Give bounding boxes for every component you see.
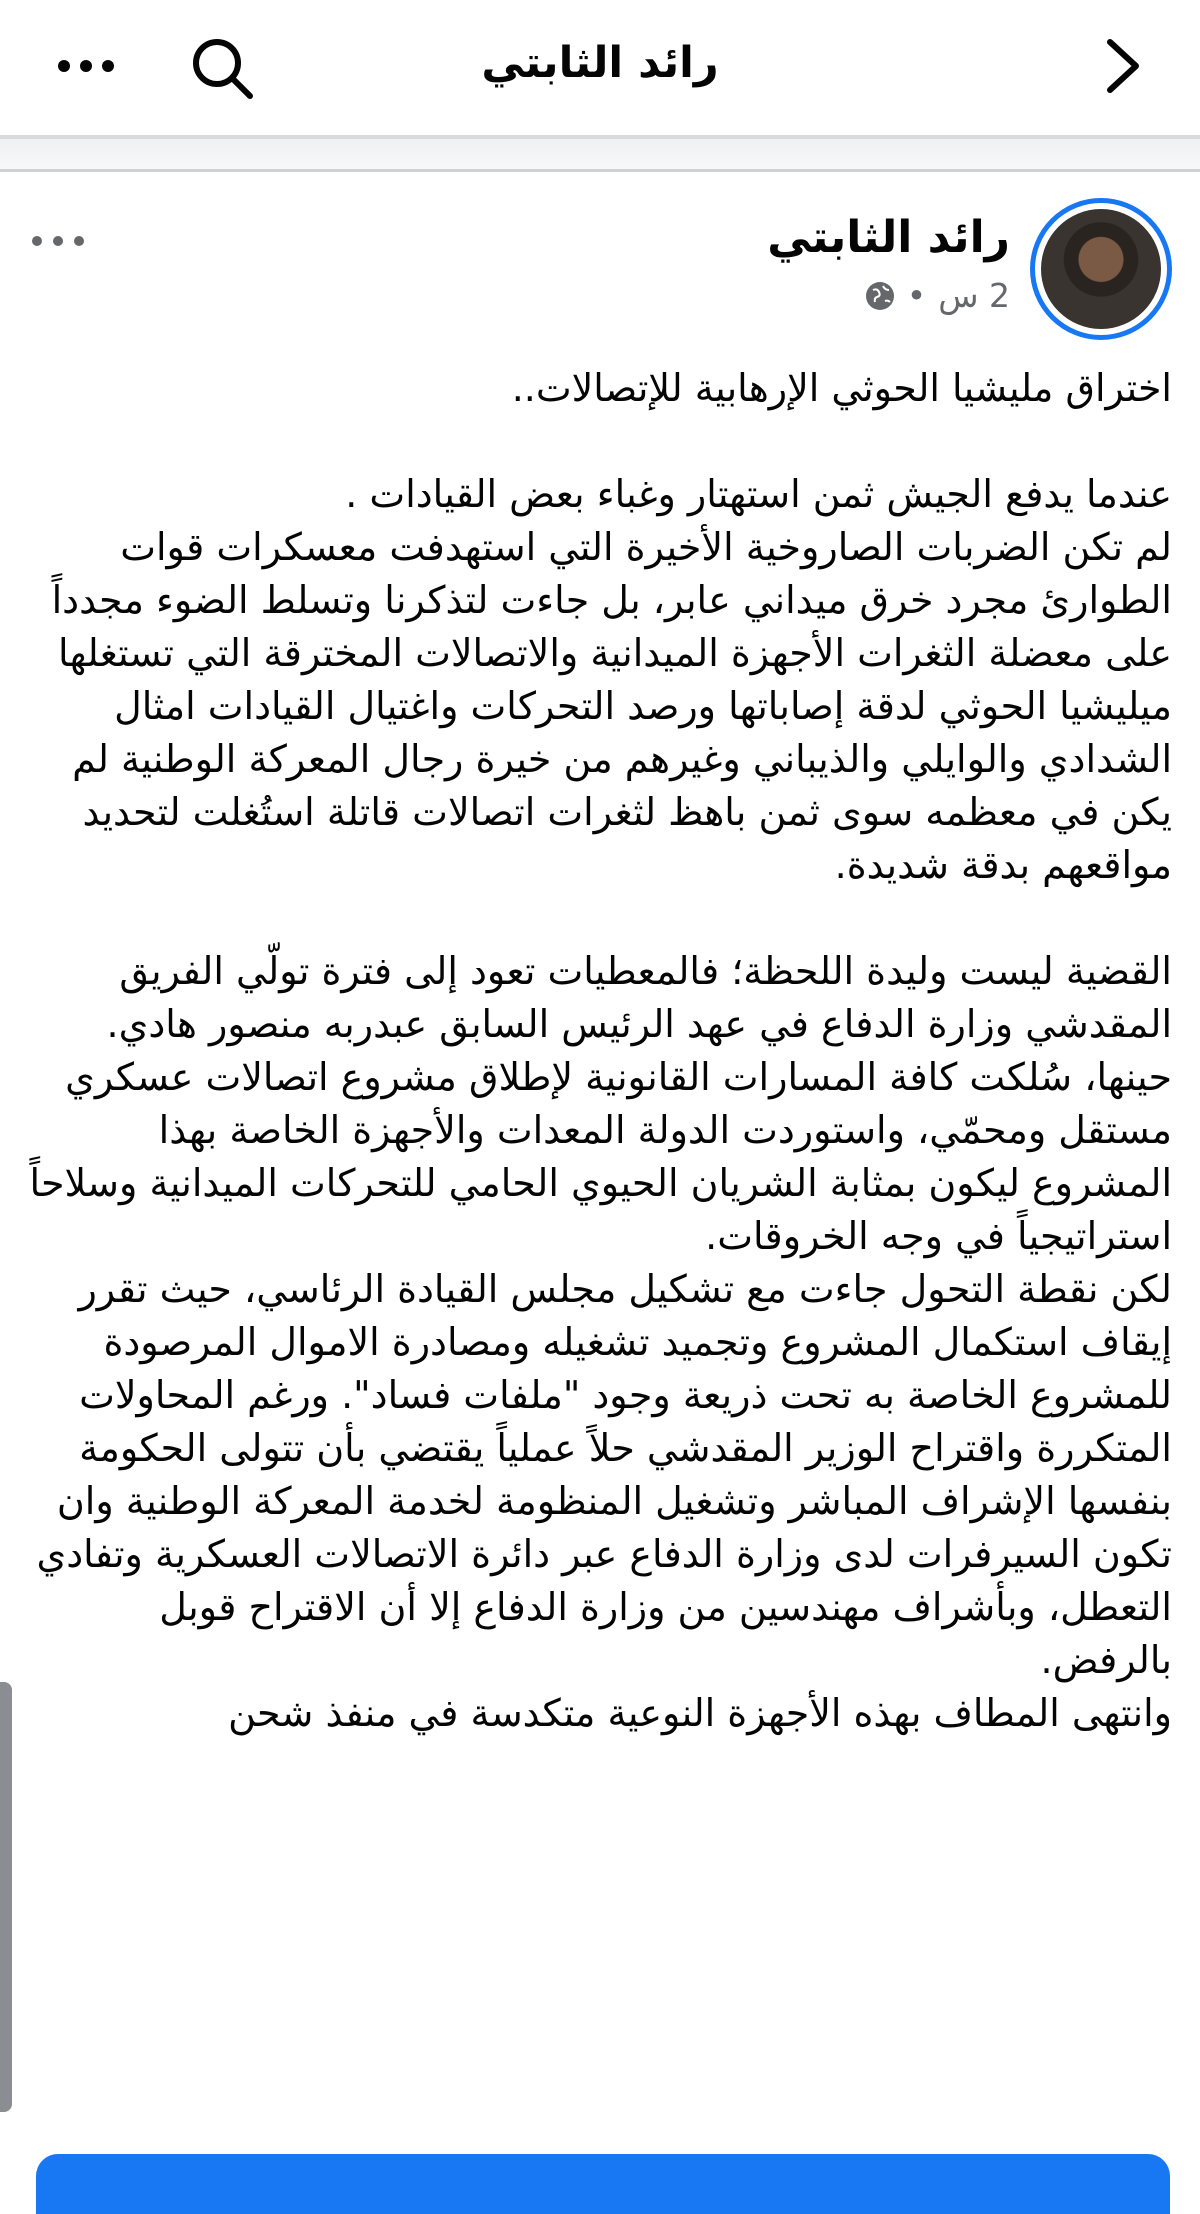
scrollbar-handle[interactable] — [0, 1682, 12, 2112]
post-meta — [865, 276, 1010, 315]
page-title: رائد الثابتي — [481, 38, 719, 88]
post-time[interactable]: 2 س — [938, 276, 1010, 315]
avatar[interactable] — [1030, 198, 1172, 340]
globe-icon — [865, 281, 895, 311]
header-divider — [0, 139, 1200, 172]
post-paragraph: وانتهى المطاف بهذه الأجهزة النوعية متكدسة في منفذ شحن — [228, 1691, 1172, 1735]
post-paragraph — [22, 415, 1172, 468]
top-app-bar — [0, 0, 1200, 139]
post-paragraph: عندما يدفع الجيش ثمن استهتار وغباء بعض القيادات . — [345, 472, 1172, 516]
post-author-name[interactable]: رائد الثابتي — [767, 212, 1010, 263]
post-paragraph: لكن نقطة التحول جاءت مع تشكيل مجلس القيادة الرئاسي، حيث تقرر إيقاف استكمال المشروع وتجميد تشغيله ومصادرة الاموال المرصودة للمشروع الخاصة به تحت ذريعة وجود "ملفات فساد". ورغم المحاولات المتكررة واقتراح الوزير المقدشي حلاً عملياً يقتضي بأن تتولى الحكومة بنفسها الإشراف المباشر وتشغيل المنظومة لخدمة المعركة الوطنية وان تكون السيرفرات لدى وزارة الدفاع عبر دائرة الاتصالات العسكرية وتفادي التعطل، وبأشراف مهندسين من وزارة الدفاع إلا أن الاقتراح قوبل بالرفض. — [36, 1267, 1172, 1682]
post-paragraph: لم تكن الضربات الصاروخية الأخيرة التي استهدفت معسكرات قوات الطوارئ مجرد خرق ميداني عابر، بل جاءت لتذكرنا وتسلط الضوء مجدداً على معضلة الثغرات الأجهزة الميدانية والاتصالات المخترقة التي تستغلها ميليشيا الحوثي لدقة إصاباتها ورصد التحركات واغتيال القيادات امثال الشدادي والوايلي والذيباني وغيرهم من خيرة رجال المعركة الوطنية لم يكن في معظمه سوى ثمن باهظ لثغرات اتصالات قاتلة استُغلت لتحديد مواقعهم بدقة شديدة. — [51, 525, 1172, 887]
post-paragraph: اختراق مليشيا الحوثي الإرهابية للإتصالات.. — [511, 366, 1172, 410]
profile-photo — [1041, 209, 1161, 329]
post-options-icon[interactable] — [28, 228, 88, 254]
content-fade — [0, 2110, 1200, 2154]
chevron-right-icon[interactable] — [1092, 36, 1152, 96]
post-paragraph: القضية ليست وليدة اللحظة؛ فالمعطيات تعود إلى فترة تولّي الفريق المقدشي وزارة الدفاع في عهد الرئيس السابق عبدربه منصور هادي. حينها، سُلكت كافة المسارات القانونية لإطلاق مشروع اتصالات عسكري مستقل ومحمّي، واستوردت الدولة المعدات والأجهزة الخاصة بهذا المشروع ليكون بمثابة الشريان الحيوي الحامي للتحركات الميدانية وسلاحاً استراتيجياً في وجه الخروقات. — [29, 949, 1172, 1258]
meta-separator: • — [906, 276, 927, 315]
post-text — [22, 362, 1172, 1740]
post-paragraph — [22, 892, 1172, 945]
bottom-action-bar[interactable] — [36, 2154, 1170, 2214]
